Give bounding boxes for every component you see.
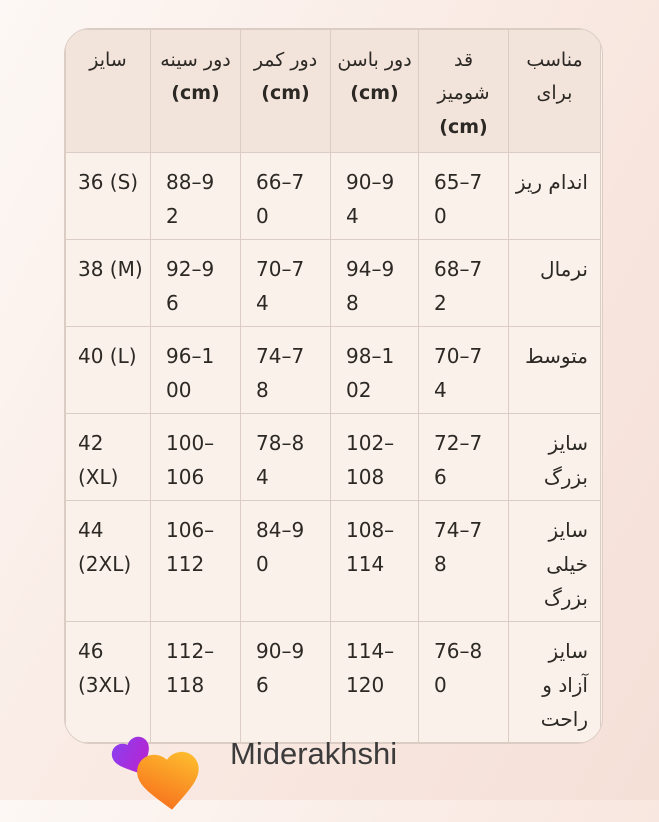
cell-chest: 100–106 [151, 413, 241, 500]
cell-waist: 74–78 [241, 326, 331, 413]
brand-footer [106, 730, 566, 800]
col-label-suitable-for: مناسب برای [526, 49, 583, 105]
cell-suitable-for: سایز بزرگ [509, 413, 601, 500]
cell-size: 40 (L) [66, 326, 151, 413]
cell-waist: 84–90 [241, 500, 331, 621]
cell-chest: 92–96 [151, 239, 241, 326]
col-label-size: سایز [89, 49, 127, 71]
col-header-shirt-length [419, 30, 509, 153]
col-unit-waist: (cm) [261, 82, 310, 105]
cell-hip: 102–108 [331, 413, 419, 500]
table-header [66, 30, 601, 153]
col-unit-chest: (cm) [171, 82, 220, 105]
cell-waist: 90–96 [241, 621, 331, 742]
cell-shirt-length: 74–78 [419, 500, 509, 621]
col-header-size [66, 30, 151, 153]
cell-chest: 112–118 [151, 621, 241, 742]
table-row [66, 152, 601, 239]
cell-hip: 114–120 [331, 621, 419, 742]
col-label-hip: دور باسن [337, 49, 412, 71]
table-body [66, 152, 601, 742]
cell-size: 42 (XL) [66, 413, 151, 500]
table-row [66, 621, 601, 742]
col-label-shirt-length: قد شومیز [437, 49, 490, 105]
cell-waist: 70–74 [241, 239, 331, 326]
cell-suitable-for: سایز خیلی بزرگ [509, 500, 601, 621]
cell-hip: 94–98 [331, 239, 419, 326]
cell-hip: 108–114 [331, 500, 419, 621]
cell-shirt-length: 72–76 [419, 413, 509, 500]
size-table [65, 29, 601, 743]
cell-suitable-for: سایز آزاد و راحت [509, 621, 601, 742]
cell-shirt-length: 68–72 [419, 239, 509, 326]
table-row [66, 413, 601, 500]
col-header-hip [331, 30, 419, 153]
cell-waist: 66–70 [241, 152, 331, 239]
col-header-suitable-for [509, 30, 601, 153]
orange-heart-icon [128, 740, 209, 821]
cell-size: 46 (3XL) [66, 621, 151, 742]
cell-shirt-length: 70–74 [419, 326, 509, 413]
cell-hip: 98–102 [331, 326, 419, 413]
cell-chest: 96–100 [151, 326, 241, 413]
cell-shirt-length: 76–80 [419, 621, 509, 742]
table-row [66, 500, 601, 621]
cell-suitable-for: اندام ریز [509, 152, 601, 239]
col-header-waist [241, 30, 331, 153]
cell-shirt-length: 65–70 [419, 152, 509, 239]
table-row [66, 326, 601, 413]
brand-name: Miderakhshi [230, 736, 398, 771]
cell-suitable-for: نرمال [509, 239, 601, 326]
col-header-chest [151, 30, 241, 153]
cell-chest: 88–92 [151, 152, 241, 239]
table-row [66, 239, 601, 326]
cell-size: 38 (M) [66, 239, 151, 326]
cell-chest: 106–112 [151, 500, 241, 621]
col-unit-hip: (cm) [350, 82, 399, 105]
cell-size: 36 (S) [66, 152, 151, 239]
cell-size: 44 (2XL) [66, 500, 151, 621]
cell-waist: 78–84 [241, 413, 331, 500]
header-row [66, 30, 601, 153]
cell-suitable-for: متوسط [509, 326, 601, 413]
cell-hip: 90–94 [331, 152, 419, 239]
brand-logo [106, 732, 216, 800]
size-chart-table [64, 28, 603, 744]
col-label-chest: دور سینه [160, 49, 231, 71]
col-label-waist: دور کمر [253, 49, 318, 71]
col-unit-shirt-length: (cm) [439, 115, 488, 138]
